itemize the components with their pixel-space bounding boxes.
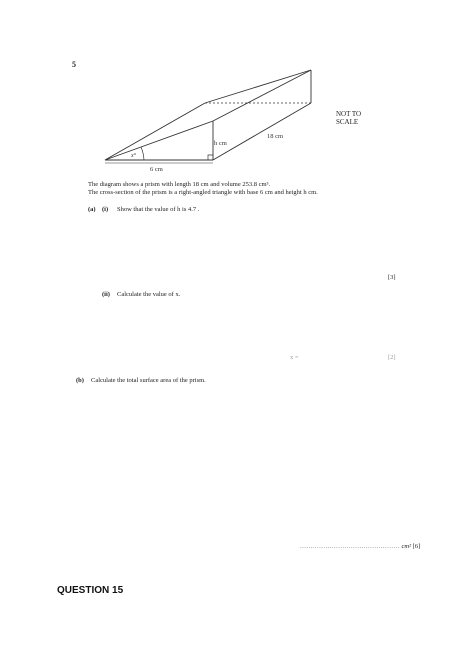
bottom-right-length-edge bbox=[213, 103, 311, 160]
part-a-ii-text: Calculate the value of x. bbox=[117, 291, 181, 298]
scale-note-line1: NOT TO bbox=[336, 110, 362, 118]
part-a-i-text: Show that the value of h is 4.7 . bbox=[117, 206, 200, 213]
angle-label: x° bbox=[131, 153, 137, 159]
length-label: 18 cm bbox=[267, 133, 284, 140]
angle-arc bbox=[141, 147, 144, 160]
part-a-i-marks: [3] bbox=[388, 274, 396, 281]
footer-label: QUESTION 15 bbox=[57, 585, 124, 596]
part-a-label: (a) bbox=[88, 206, 96, 213]
part-a-ii-marks: [2] bbox=[388, 354, 396, 361]
question-description bbox=[88, 181, 318, 197]
part-b-answer-line bbox=[300, 543, 420, 550]
right-angle-mark bbox=[208, 155, 213, 160]
answer-dots: ............................................... bbox=[300, 543, 400, 550]
answer-unit: cm² bbox=[401, 543, 412, 550]
scale-note-line2: SCALE bbox=[336, 118, 359, 126]
base-label: 6 cm bbox=[150, 166, 163, 173]
height-label: h cm bbox=[214, 140, 227, 147]
description-line1: The diagram shows a prism with length 18 cm and volume 253.8 cm³. bbox=[88, 181, 271, 188]
part-b-text: Calculate the total surface area of the prism. bbox=[91, 377, 206, 384]
part-b-marks: [6] bbox=[412, 543, 421, 550]
scale-note bbox=[336, 110, 361, 126]
part-b-label: (b) bbox=[76, 377, 84, 384]
left-length-edge bbox=[105, 103, 205, 160]
question-number: 5 bbox=[72, 60, 76, 69]
description-line2: The cross-section of the prism is a right-angled triangle with base 6 cm and height h cm. bbox=[88, 189, 318, 196]
part-a-ii-answer-prefix: x = bbox=[290, 354, 299, 361]
part-a-i-label: (i) bbox=[102, 206, 109, 213]
front-slope-edge bbox=[105, 121, 213, 160]
part-a-ii-label: (ii) bbox=[102, 291, 110, 298]
